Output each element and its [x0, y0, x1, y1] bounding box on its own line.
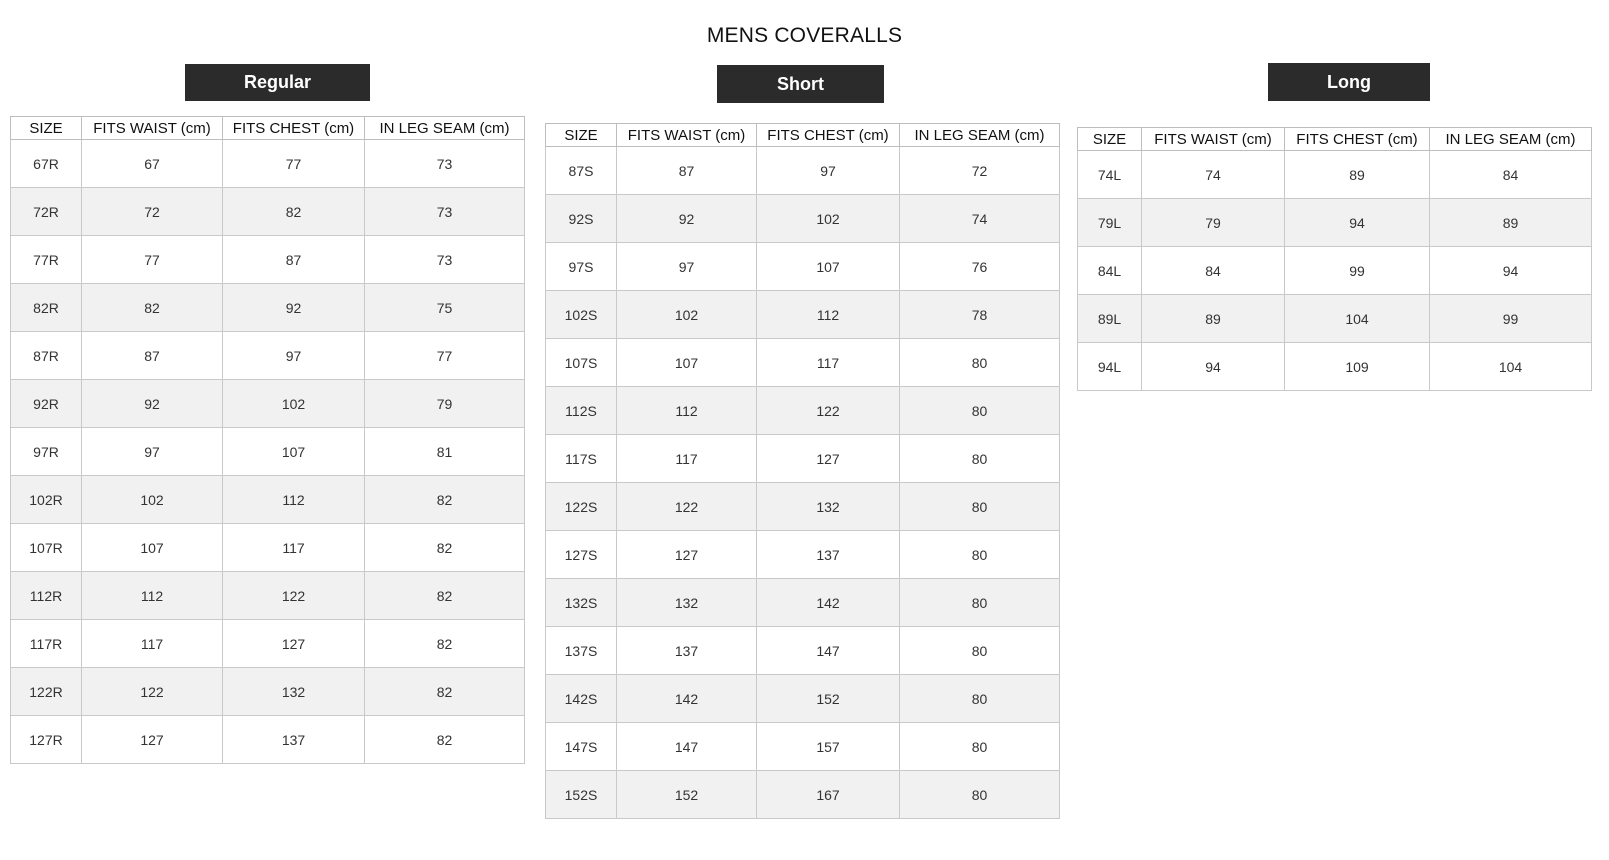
table-row	[11, 620, 525, 668]
fits-waist-header: FITS WAIST (cm)	[617, 124, 757, 147]
fits-waist-cell: 122	[82, 668, 223, 716]
in-leg-seam-cell: 82	[365, 716, 525, 764]
fits-chest-cell: 122	[757, 387, 900, 435]
table-row	[11, 140, 525, 188]
fits-chest-cell: 77	[223, 140, 365, 188]
size-cell: 152S	[546, 771, 617, 819]
size-cell: 92R	[11, 380, 82, 428]
fits-waist-cell: 67	[82, 140, 223, 188]
table-row	[1078, 295, 1592, 343]
size-cell: 127R	[11, 716, 82, 764]
table-row	[11, 188, 525, 236]
table-header-row	[546, 124, 1060, 147]
table-row	[546, 675, 1060, 723]
size-cell: 77R	[11, 236, 82, 284]
fits-waist-header: FITS WAIST (cm)	[1142, 128, 1285, 151]
size-cell: 82R	[11, 284, 82, 332]
table-row	[11, 380, 525, 428]
size-cell: 79L	[1078, 199, 1142, 247]
size-cell: 137S	[546, 627, 617, 675]
in-leg-seam-cell: 79	[365, 380, 525, 428]
in-leg-seam-cell: 80	[900, 387, 1060, 435]
fits-waist-cell: 82	[82, 284, 223, 332]
fits-waist-cell: 107	[617, 339, 757, 387]
fits-chest-cell: 167	[757, 771, 900, 819]
size-cell: 74L	[1078, 151, 1142, 199]
size-cell: 112R	[11, 572, 82, 620]
table-row	[11, 284, 525, 332]
size-cell: 97R	[11, 428, 82, 476]
fits-chest-header: FITS CHEST (cm)	[1285, 128, 1430, 151]
fits-chest-cell: 132	[223, 668, 365, 716]
fits-waist-cell: 87	[617, 147, 757, 195]
fits-waist-cell: 79	[1142, 199, 1285, 247]
in-leg-seam-cell: 94	[1430, 247, 1592, 295]
fits-waist-cell: 117	[82, 620, 223, 668]
fits-chest-cell: 157	[757, 723, 900, 771]
size-header: SIZE	[1078, 128, 1142, 151]
in-leg-seam-cell: 82	[365, 620, 525, 668]
fits-chest-cell: 104	[1285, 295, 1430, 343]
in-leg-seam-header: IN LEG SEAM (cm)	[365, 117, 525, 140]
size-cell: 147S	[546, 723, 617, 771]
in-leg-seam-cell: 80	[900, 723, 1060, 771]
size-cell: 84L	[1078, 247, 1142, 295]
size-header: SIZE	[546, 124, 617, 147]
in-leg-seam-cell: 75	[365, 284, 525, 332]
short-size-table	[545, 123, 1060, 819]
size-cell: 94L	[1078, 343, 1142, 391]
in-leg-seam-cell: 73	[365, 236, 525, 284]
fits-chest-cell: 107	[757, 243, 900, 291]
in-leg-seam-cell: 72	[900, 147, 1060, 195]
size-cell: 117R	[11, 620, 82, 668]
fits-chest-cell: 152	[757, 675, 900, 723]
fits-chest-cell: 112	[757, 291, 900, 339]
size-header: SIZE	[11, 117, 82, 140]
fits-waist-cell: 107	[82, 524, 223, 572]
size-cell: 102R	[11, 476, 82, 524]
size-cell: 107R	[11, 524, 82, 572]
table-header-row	[1078, 128, 1592, 151]
table-row	[546, 771, 1060, 819]
fits-chest-cell: 89	[1285, 151, 1430, 199]
in-leg-seam-cell: 82	[365, 668, 525, 716]
table-row	[546, 531, 1060, 579]
table-row	[11, 716, 525, 764]
fits-chest-cell: 117	[757, 339, 900, 387]
in-leg-seam-cell: 80	[900, 579, 1060, 627]
in-leg-seam-cell: 80	[900, 435, 1060, 483]
page-title: MENS COVERALLS	[706, 24, 903, 47]
fits-waist-cell: 132	[617, 579, 757, 627]
in-leg-seam-cell: 89	[1430, 199, 1592, 247]
in-leg-seam-cell: 80	[900, 771, 1060, 819]
size-cell: 132S	[546, 579, 617, 627]
fits-waist-cell: 89	[1142, 295, 1285, 343]
in-leg-seam-cell: 73	[365, 188, 525, 236]
table-header-row	[11, 117, 525, 140]
table-row	[546, 627, 1060, 675]
fits-chest-cell: 127	[223, 620, 365, 668]
in-leg-seam-cell: 80	[900, 483, 1060, 531]
size-cell: 67R	[11, 140, 82, 188]
in-leg-seam-cell: 81	[365, 428, 525, 476]
size-cell: 102S	[546, 291, 617, 339]
regular-size-table	[10, 116, 525, 764]
long-label: Long	[1268, 63, 1430, 101]
fits-chest-cell: 137	[757, 531, 900, 579]
fits-chest-header: FITS CHEST (cm)	[757, 124, 900, 147]
fits-chest-cell: 94	[1285, 199, 1430, 247]
fits-chest-cell: 109	[1285, 343, 1430, 391]
table-row	[1078, 199, 1592, 247]
fits-chest-cell: 107	[223, 428, 365, 476]
table-row	[11, 572, 525, 620]
table-row	[546, 339, 1060, 387]
table-row	[11, 524, 525, 572]
size-cell: 107S	[546, 339, 617, 387]
size-cell: 97S	[546, 243, 617, 291]
in-leg-seam-cell: 82	[365, 524, 525, 572]
fits-waist-cell: 94	[1142, 343, 1285, 391]
table-row	[546, 195, 1060, 243]
fits-chest-header: FITS CHEST (cm)	[223, 117, 365, 140]
table-row	[1078, 247, 1592, 295]
fits-waist-cell: 112	[82, 572, 223, 620]
fits-waist-cell: 127	[82, 716, 223, 764]
fits-waist-cell: 117	[617, 435, 757, 483]
size-cell: 87R	[11, 332, 82, 380]
in-leg-seam-cell: 80	[900, 339, 1060, 387]
in-leg-seam-cell: 82	[365, 572, 525, 620]
fits-chest-cell: 102	[223, 380, 365, 428]
table-row	[1078, 343, 1592, 391]
fits-waist-cell: 84	[1142, 247, 1285, 295]
table-row	[546, 291, 1060, 339]
table-row	[11, 668, 525, 716]
size-cell: 117S	[546, 435, 617, 483]
in-leg-seam-header: IN LEG SEAM (cm)	[1430, 128, 1592, 151]
in-leg-seam-cell: 99	[1430, 295, 1592, 343]
fits-waist-cell: 72	[82, 188, 223, 236]
fits-chest-cell: 137	[223, 716, 365, 764]
table-row	[546, 387, 1060, 435]
fits-waist-cell: 77	[82, 236, 223, 284]
size-cell: 87S	[546, 147, 617, 195]
fits-chest-cell: 82	[223, 188, 365, 236]
short-label: Short	[717, 65, 884, 103]
table-row	[546, 243, 1060, 291]
fits-waist-cell: 142	[617, 675, 757, 723]
in-leg-seam-cell: 76	[900, 243, 1060, 291]
fits-chest-cell: 112	[223, 476, 365, 524]
fits-waist-cell: 152	[617, 771, 757, 819]
fits-waist-cell: 97	[82, 428, 223, 476]
long-size-table	[1077, 127, 1592, 391]
fits-chest-cell: 102	[757, 195, 900, 243]
fits-chest-cell: 142	[757, 579, 900, 627]
size-cell: 142S	[546, 675, 617, 723]
in-leg-seam-header: IN LEG SEAM (cm)	[900, 124, 1060, 147]
in-leg-seam-cell: 80	[900, 627, 1060, 675]
fits-chest-cell: 97	[223, 332, 365, 380]
in-leg-seam-cell: 104	[1430, 343, 1592, 391]
table-row	[1078, 151, 1592, 199]
table-row	[546, 483, 1060, 531]
size-cell: 112S	[546, 387, 617, 435]
fits-chest-cell: 99	[1285, 247, 1430, 295]
size-cell: 72R	[11, 188, 82, 236]
fits-waist-cell: 122	[617, 483, 757, 531]
size-cell: 127S	[546, 531, 617, 579]
table-row	[546, 723, 1060, 771]
fits-waist-header: FITS WAIST (cm)	[82, 117, 223, 140]
size-cell: 92S	[546, 195, 617, 243]
in-leg-seam-cell: 82	[365, 476, 525, 524]
fits-waist-cell: 112	[617, 387, 757, 435]
fits-waist-cell: 92	[617, 195, 757, 243]
fits-chest-cell: 122	[223, 572, 365, 620]
fits-chest-cell: 117	[223, 524, 365, 572]
fits-chest-cell: 127	[757, 435, 900, 483]
fits-chest-cell: 97	[757, 147, 900, 195]
fits-waist-cell: 92	[82, 380, 223, 428]
in-leg-seam-cell: 74	[900, 195, 1060, 243]
fits-waist-cell: 102	[82, 476, 223, 524]
in-leg-seam-cell: 77	[365, 332, 525, 380]
table-row	[546, 147, 1060, 195]
fits-waist-cell: 147	[617, 723, 757, 771]
table-row	[546, 579, 1060, 627]
fits-waist-cell: 87	[82, 332, 223, 380]
fits-chest-cell: 87	[223, 236, 365, 284]
table-row	[11, 476, 525, 524]
fits-waist-cell: 102	[617, 291, 757, 339]
in-leg-seam-cell: 80	[900, 531, 1060, 579]
fits-waist-cell: 127	[617, 531, 757, 579]
size-cell: 122S	[546, 483, 617, 531]
table-row	[11, 332, 525, 380]
size-cell: 89L	[1078, 295, 1142, 343]
size-cell: 122R	[11, 668, 82, 716]
table-row	[546, 435, 1060, 483]
fits-waist-cell: 97	[617, 243, 757, 291]
fits-chest-cell: 132	[757, 483, 900, 531]
in-leg-seam-cell: 78	[900, 291, 1060, 339]
regular-label: Regular	[185, 64, 370, 101]
fits-chest-cell: 92	[223, 284, 365, 332]
fits-waist-cell: 74	[1142, 151, 1285, 199]
fits-waist-cell: 137	[617, 627, 757, 675]
table-row	[11, 428, 525, 476]
fits-chest-cell: 147	[757, 627, 900, 675]
table-row	[11, 236, 525, 284]
in-leg-seam-cell: 73	[365, 140, 525, 188]
in-leg-seam-cell: 80	[900, 675, 1060, 723]
in-leg-seam-cell: 84	[1430, 151, 1592, 199]
